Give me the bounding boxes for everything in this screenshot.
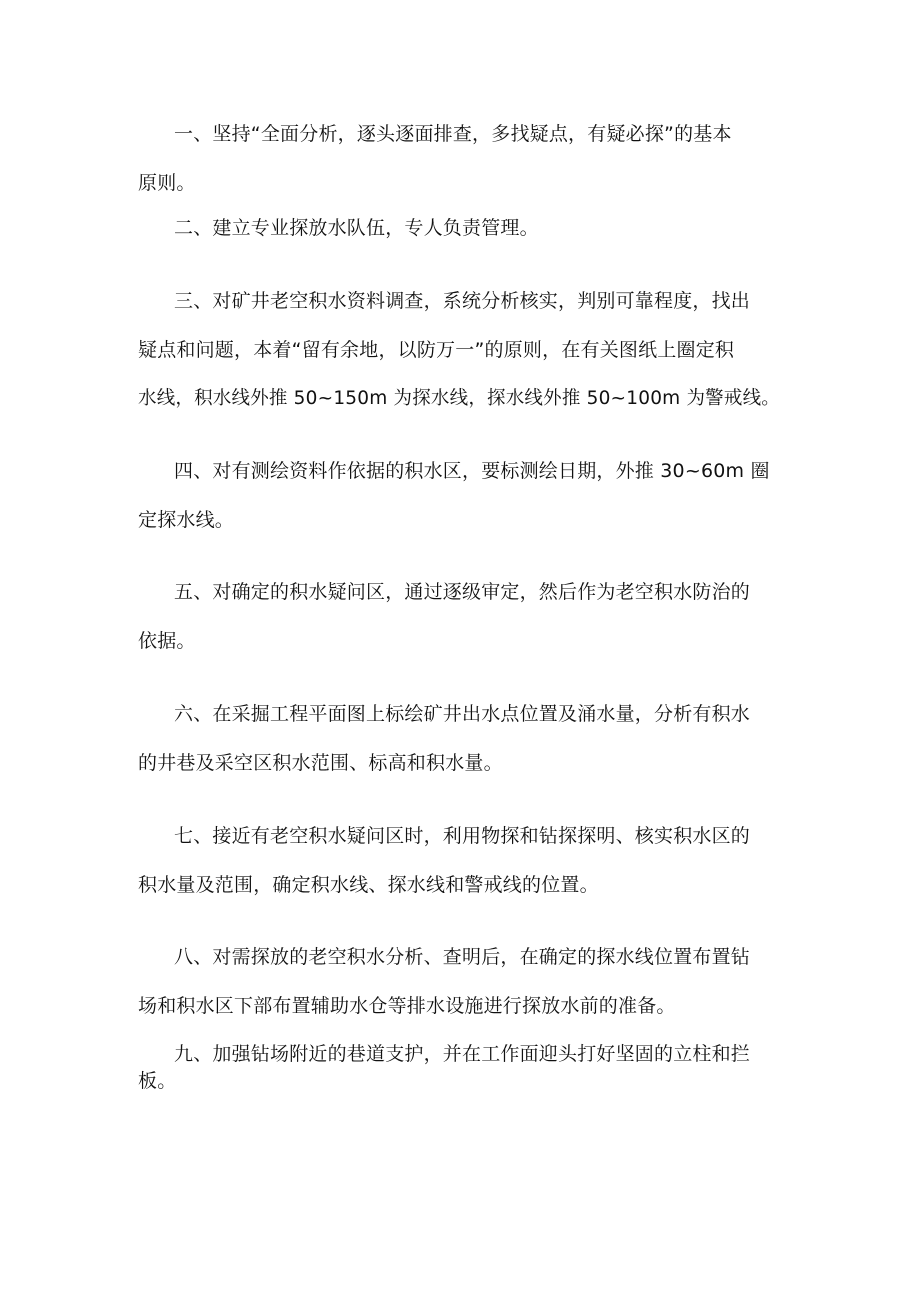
paragraph-line: 二、建立专业探放水队伍，专人负责管理。 bbox=[174, 217, 539, 239]
paragraph-line: 积水量及范围，确定积水线、探水线和警戒线的位置。 bbox=[138, 874, 599, 896]
paragraph-line: 场和积水区下部布置辅助水仓等排水设施进行探放水前的准备。 bbox=[138, 995, 676, 1017]
paragraph-line: 水线，积水线外推 50~150m 为探水线，探水线外推 50~100m 为警戒线。 bbox=[138, 388, 780, 409]
paragraph-line: 疑点和问题，本着“留有余地，以防万一”的原则，在有关图纸上圈定积 bbox=[138, 339, 735, 361]
paragraph-line: 四、对有测绘资料作依据的积水区，要标测绘日期，外推 30~60m 圈 bbox=[174, 460, 770, 482]
paragraph-line: 三、对矿井老空积水资料调查，系统分析核实，判别可靠程度，找出 bbox=[174, 290, 751, 312]
paragraph-line: 九、加强钻场附近的巷道支护，并在工作面迎头打好坚固的立柱和拦 bbox=[174, 1043, 751, 1065]
paragraph-line: 原则。 bbox=[138, 172, 196, 194]
paragraph-line: 一、坚持“全面分析，逐头逐面排查，多找疑点，有疑必探”的基本 bbox=[174, 123, 732, 145]
paragraph-line: 八、对需探放的老空积水分析、查明后，在确定的探水线位置布置钻 bbox=[174, 946, 751, 968]
paragraph-line: 定探水线。 bbox=[138, 509, 235, 531]
paragraph-line: 五、对确定的积水疑问区，通过逐级审定，然后作为老空积水防治的 bbox=[174, 581, 751, 603]
paragraph-line: 六、在采掘工程平面图上标绘矿井出水点位置及涌水量，分析有积水 bbox=[174, 703, 751, 725]
paragraph-line: 依据。 bbox=[138, 630, 196, 652]
paragraph-line: 七、接近有老空积水疑问区时，利用物探和钻探探明、核实积水区的 bbox=[174, 825, 751, 847]
paragraph-line: 的井巷及采空区积水范围、标高和积水量。 bbox=[138, 752, 503, 774]
paragraph-line: 板。 bbox=[138, 1070, 177, 1092]
